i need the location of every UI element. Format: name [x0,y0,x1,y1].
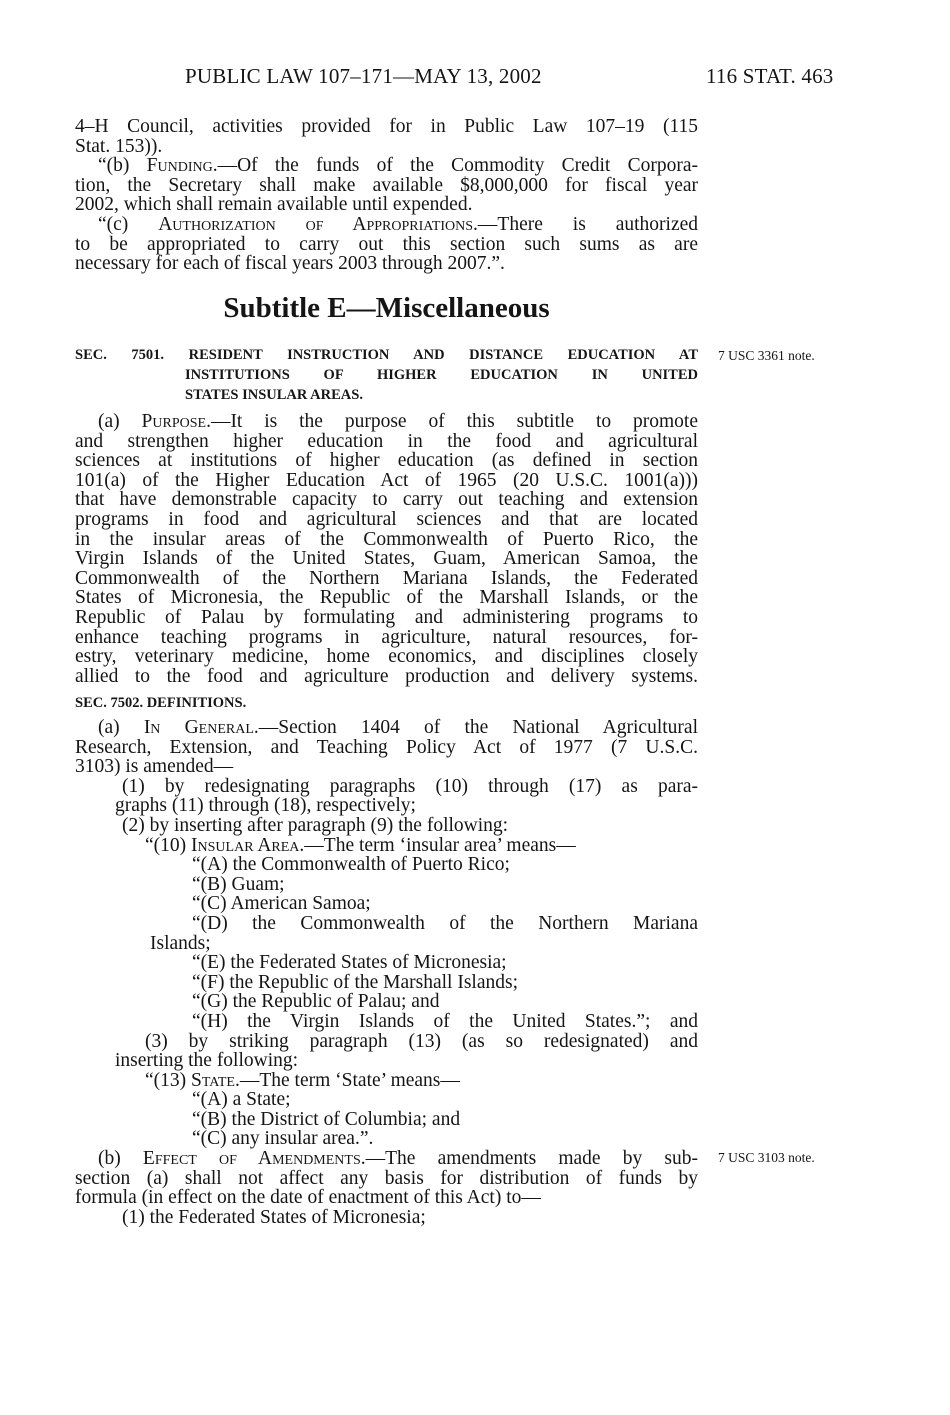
margin-note-7502: 7 USC 3103 note. [718,1150,815,1165]
definition-heading: State [191,1069,235,1091]
text-line: programs in food and agricultural sciences and that are located [75,508,698,530]
text-line: necessary for each of fiscal years 2003 through 2007.”. [75,253,505,275]
text-line: inserting the following: [115,1050,299,1072]
text-line: enhance teaching programs in agriculture, natural resources, for- [75,626,698,648]
list-item: “(G) the Republic of Palau; and [192,991,440,1013]
list-item: “(E) the Federated States of Micronesia; [192,952,507,974]
definition-heading: Insular Area [191,834,300,856]
subsection-b-effect-of-amendments: (b) Effect of Amendments.—The amendments made by sub- [98,1148,699,1170]
heading-line: SEC. 7501. RESIDENT INSTRUCTION AND DISTANCE EDUCATION AT [75,347,698,363]
list-item: “(A) the Commonwealth of Puerto Rico; [192,854,510,876]
text-line: 2002, which shall remain available until expended. [75,194,473,216]
list-item: “(B) Guam; [192,873,285,895]
list-item: “(A) a State; [192,1089,291,1111]
subsection-c-authorization: “(c) Authorization of Appropriations.—There is authorized [98,213,699,235]
page-stat-number: 116 STAT. 463 [706,64,834,88]
list-item: “(B) the District of Columbia; and [192,1108,461,1130]
section-7501-heading [75,345,698,405]
paragraph-b1: (1) the Federated States of Micronesia; [122,1206,426,1228]
subsection-heading: Effect of Amendments [142,1148,361,1170]
text-line: allied to the food and agriculture production and delivery systems. [75,665,698,687]
text-line: formula (in effect on the date of enactment of this Act) to— [75,1187,541,1209]
text-line: estry, veterinary medicine, home economics, and disciplines closely [75,646,698,668]
text-line: 3103) is amended— [75,756,234,778]
text-line: that have demonstrable capacity to carry out teaching and extension [75,489,698,511]
text-line: Republic of Palau by formulating and administering programs to [75,606,698,628]
subsection-a-in-general: (a) In General.—Section 1404 of the National Agricultural [98,717,698,738]
list-item: “(C) American Samoa; [192,893,371,915]
heading-line: STATES INSULAR AREAS. [185,387,363,403]
subsection-b-funding: “(b) Funding.—Of the funds of the Commodity Credit Corpora- [98,155,698,177]
subtitle-heading: Subtitle E—Miscellaneous [223,292,550,324]
text-line: Research, Extension, and Teaching Policy Act of 1977 (7 U.S.C. [75,736,698,758]
list-item: “(D) the Commonwealth of the Northern Mariana [192,912,698,934]
text-line: tion, the Secretary shall make available $8,000,000 for fiscal year [75,174,698,196]
text-line: to be appropriated to carry out this section such sums as are [75,233,698,255]
text-line: Islands; [150,932,211,954]
paragraph-3: (3) by striking paragraph (13) (as so redesignated) and [145,1030,698,1052]
section-7501-body [75,412,698,686]
text-line: sciences at institutions of higher education (as defined in section [75,450,698,472]
section-7502-heading: SEC. 7502. DEFINITIONS. [75,695,247,711]
text-line: Stat. 153)). [75,135,163,157]
running-header-title: PUBLIC LAW 107–171—MAY 13, 2002 [185,64,542,88]
text-line: States of Micronesia, the Republic of the Marshall Islands, or the [75,587,698,609]
paragraph-2: (2) by inserting after paragraph (9) the following: [122,814,509,836]
definition-10-insular-area: “(10) Insular Area.—The term ‘insular area’ means— [145,834,576,856]
text-line: 101(a) of the Higher Education Act of 1965 (20 U.S.C. 1001(a))) [75,469,698,491]
subsection-a-purpose: (a) Purpose.—It is the purpose of this subtitle to promote [98,411,698,432]
text-line: and strengthen higher education in the food and agricultural [75,430,698,452]
text-line: in the insular areas of the Commonwealth of Puerto Rico, the [75,528,698,550]
text-line: section (a) shall not affect any basis for distribution of funds by [75,1167,698,1189]
text-line: 4–H Council, activities provided for in Public Law 107–19 (115 [75,116,698,137]
text-line: Commonwealth of the Northern Mariana Islands, the Federated [75,567,698,589]
text-line: Virgin Islands of the United States, Guam, American Samoa, the [75,548,698,570]
subsection-heading: Funding [146,155,213,177]
list-item: “(H) the Virgin Islands of the United States.”; and [192,1010,698,1032]
heading-line: INSTITUTIONS OF HIGHER EDUCATION IN UNITED [185,367,698,383]
margin-note-7501: 7 USC 3361 note. [718,348,815,363]
paragraph-1: (1) by redesignating paragraphs (10) through (17) as para- [122,775,698,797]
section-7502-body [75,718,698,1227]
subsection-heading: In General [143,717,254,738]
subsection-heading: Purpose [141,411,207,432]
text-line: graphs (11) through (18), respectively; [115,795,416,817]
list-item: “(F) the Republic of the Marshall Islands; [192,971,519,993]
subsection-heading: Authorization of Appropriations [158,213,474,235]
continuation-block [75,117,698,274]
list-item: “(C) any insular area.”. [192,1128,374,1150]
definition-13-state: “(13) State.—The term ‘State’ means— [145,1069,460,1091]
